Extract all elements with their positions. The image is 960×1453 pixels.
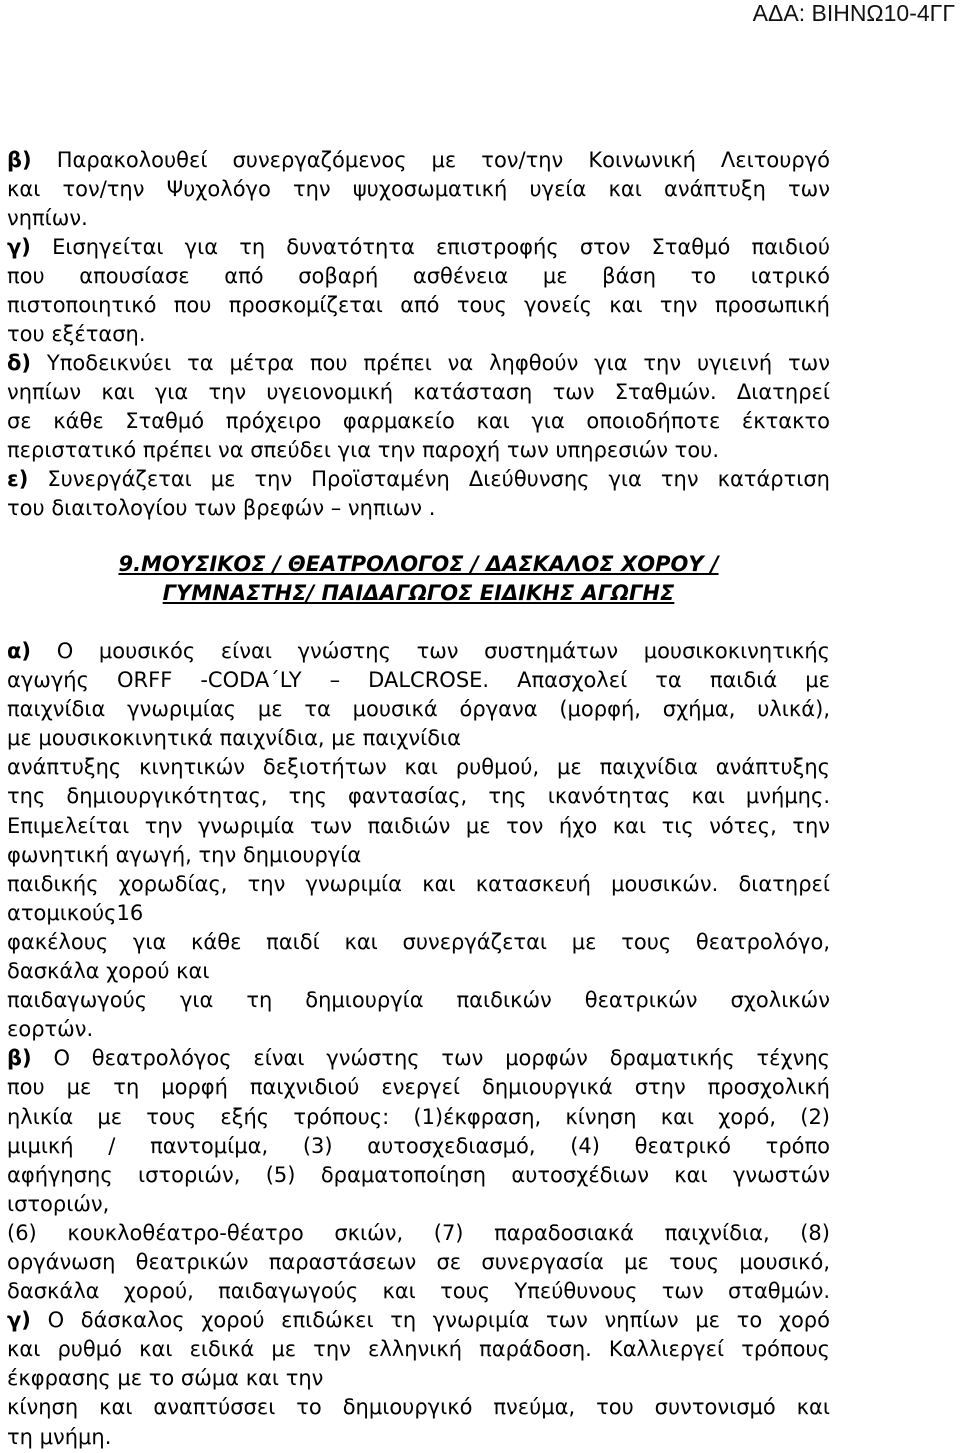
- text-line: [7, 349, 830, 378]
- heading-line: [7, 579, 830, 608]
- text-line: δασκάλα χορού και: [7, 959, 210, 984]
- line-text: Ο δάσκαλος χορού επιδώκει τη γνωριμία των νηπίων με το χορό: [47, 1308, 830, 1333]
- text-line: ηλικία με τους εξής τρόπους: (1)έκφραση, κίνηση και χορό, (2): [7, 1104, 830, 1129]
- document-ada-code: ΑΔΑ: ΒΙΗΝΩ10-4ΓΓ: [752, 0, 955, 26]
- text-line: έκφρασης με το σώμα και την: [7, 1366, 324, 1391]
- text-line: μιμική / παντομίμα, (3) αυτοσχεδιασμό, (4) θεατρικό τρόπο: [7, 1133, 830, 1158]
- line-text: Ο θεατρολόγος είναι γνώστης των μορφών δραματικής τέχνης: [53, 1046, 830, 1071]
- text-line: φακέλους για κάθε παιδί και συνεργάζεται με τους θεατρολόγο,: [7, 929, 830, 954]
- text-line: παιδικής χορωδίας, την γνωριμία και κατασκευή μουσικών. διατηρεί: [7, 871, 830, 896]
- text-line: περιστατικό πρέπει να σπεύδει για την παροχή των υπηρεσιών του.: [7, 438, 719, 462]
- item-label: α): [7, 639, 32, 663]
- text-line: [7, 146, 830, 175]
- line-text: Συνεργάζεται με την Προϊσταμένη Διεύθυνσης για την κατάρτιση: [47, 467, 830, 491]
- previous-section-body: [7, 146, 830, 523]
- paragraph-delta: [7, 349, 830, 465]
- item-label: β): [7, 1046, 32, 1071]
- text-line: Επιμελείται την γνωριμία των παιδιών με τον ήχο και τις νότες, την: [7, 813, 830, 838]
- text-line: και ρυθμό και ειδικά με την ελληνική παράδοση. Καλλιεργεί τρόπους: [7, 1337, 830, 1362]
- text-line: οργάνωση θεατρικών παραστάσεων σε συνεργασία με τους μουσικό,: [7, 1249, 830, 1274]
- line-text: Παρακολουθεί συνεργαζόμενος με τον/την Κοινωνική Λειτουργό: [56, 148, 830, 172]
- text-line: και τον/την Ψυχολόγο την ψυχοσωματική υγεία και ανάπτυξη των: [7, 177, 830, 201]
- text-line: [7, 1044, 830, 1073]
- text-line: του διαιτολογίου των βρεφών – νηπιων .: [7, 496, 436, 520]
- item-label: ε): [7, 467, 29, 491]
- text-line: [7, 465, 830, 494]
- text-line: αγωγής ORFF -CODA΄LY – DALCROSE. Απασχολεί τα παιδιά με: [7, 668, 830, 693]
- section-body: [7, 637, 830, 1452]
- item-label: γ): [7, 1308, 31, 1333]
- text-line: παιχνίδια γνωριμίας με τα μουσικά όργανα (μορφή, σχήμα, υλικά),: [7, 697, 830, 722]
- text-line: ανάπτυξης κινητικών δεξιοτήτων και ρυθμού, με παιχνίδια ανάπτυξης: [7, 755, 830, 780]
- text-line: [7, 637, 830, 666]
- paragraph-gamma: [7, 1306, 830, 1451]
- paragraph-beta: [7, 1044, 830, 1306]
- text-line: ιστοριών,: [7, 1191, 110, 1216]
- item-label: δ): [7, 351, 32, 375]
- text-line: (6) κουκλοθέατρο-θέατρο σκιών, (7) παραδοσιακά παιχνίδια, (8): [7, 1220, 830, 1245]
- text-line: [7, 1306, 830, 1335]
- text-line: της δημιουργικότητας, της φαντασίας, της ικανότητας και μνήμης.: [7, 784, 830, 809]
- text-line: ατομικούς16: [7, 900, 144, 925]
- text-line: νηπίων και για την υγειονομική κατάσταση των Σταθμών. Διατηρεί: [7, 380, 830, 404]
- item-label: γ): [7, 235, 31, 259]
- paragraph-alpha: [7, 637, 830, 1044]
- text-line: κίνηση και αναπτύσσει το δημιουργικό πνεύμα, του συντονισμό και: [7, 1395, 830, 1420]
- line-text: Υποδεικνύει τα μέτρα που πρέπει να ληφθούν για την υγιεινή των: [46, 351, 830, 375]
- paragraph-epsilon: [7, 465, 830, 523]
- line-text: Ο μουσικός είναι γνώστης των συστημάτων μουσικοκινητικής: [56, 639, 830, 663]
- section-heading: [7, 550, 830, 608]
- paragraph-gamma: [7, 233, 830, 349]
- text-line: παιδαγωγούς για τη δημιουργία παιδικών θεατρικών σχολικών: [7, 988, 830, 1013]
- text-line: που απουσίασε από σοβαρή ασθένεια με βάση το ιατρικό: [7, 264, 830, 288]
- item-label: β): [7, 148, 32, 172]
- text-line: [7, 233, 830, 262]
- heading-line: [7, 550, 830, 579]
- text-line: δασκάλα χορού, παιδαγωγούς και τους Υπεύθυνους των σταθμών.: [7, 1279, 830, 1304]
- paragraph-beta: [7, 146, 830, 233]
- heading-text: ΓΥΜΝΑΣΤΗΣ/ ΠΑΙΔΑΓΩΓΟΣ ΕΙΔΙΚΗΣ ΑΓΩΓΗΣ: [162, 581, 675, 605]
- text-line: νηπίων.: [7, 206, 88, 230]
- heading-text: 9.ΜΟΥΣΙΚΟΣ / ΘΕΑΤΡΟΛΟΓΟΣ / ΔΑΣΚΑΛΟΣ ΧΟΡΟΥ /: [118, 552, 719, 576]
- text-line: εορτών.: [7, 1017, 94, 1042]
- text-line: αφήγησης ιστοριών, (5) δραματοποίηση αυτοσχέδιων και γνωστών: [7, 1162, 830, 1187]
- text-line: τη μνήμη.: [7, 1424, 112, 1449]
- text-line: με μουσικοκινητικά παιχνίδια, με παιχνίδια: [7, 726, 462, 751]
- text-line: φωνητική αγωγή, την δημιουργία: [7, 842, 362, 867]
- text-line: πιστοποιητικό που προσκομίζεται από τους γονείς και την προσωπική: [7, 293, 830, 317]
- text-line: που με τη μορφή παιχνιδιού ενεργεί δημιουργικά στην προσχολική: [7, 1075, 830, 1100]
- line-text: Εισηγείται για τη δυνατότητα επιστροφής στον Σταθμό παιδιού: [52, 235, 830, 259]
- text-line: σε κάθε Σταθμό πρόχειρο φαρμακείο και για οποιοδήποτε έκτακτο: [7, 409, 830, 433]
- text-line: του εξέταση.: [7, 322, 146, 346]
